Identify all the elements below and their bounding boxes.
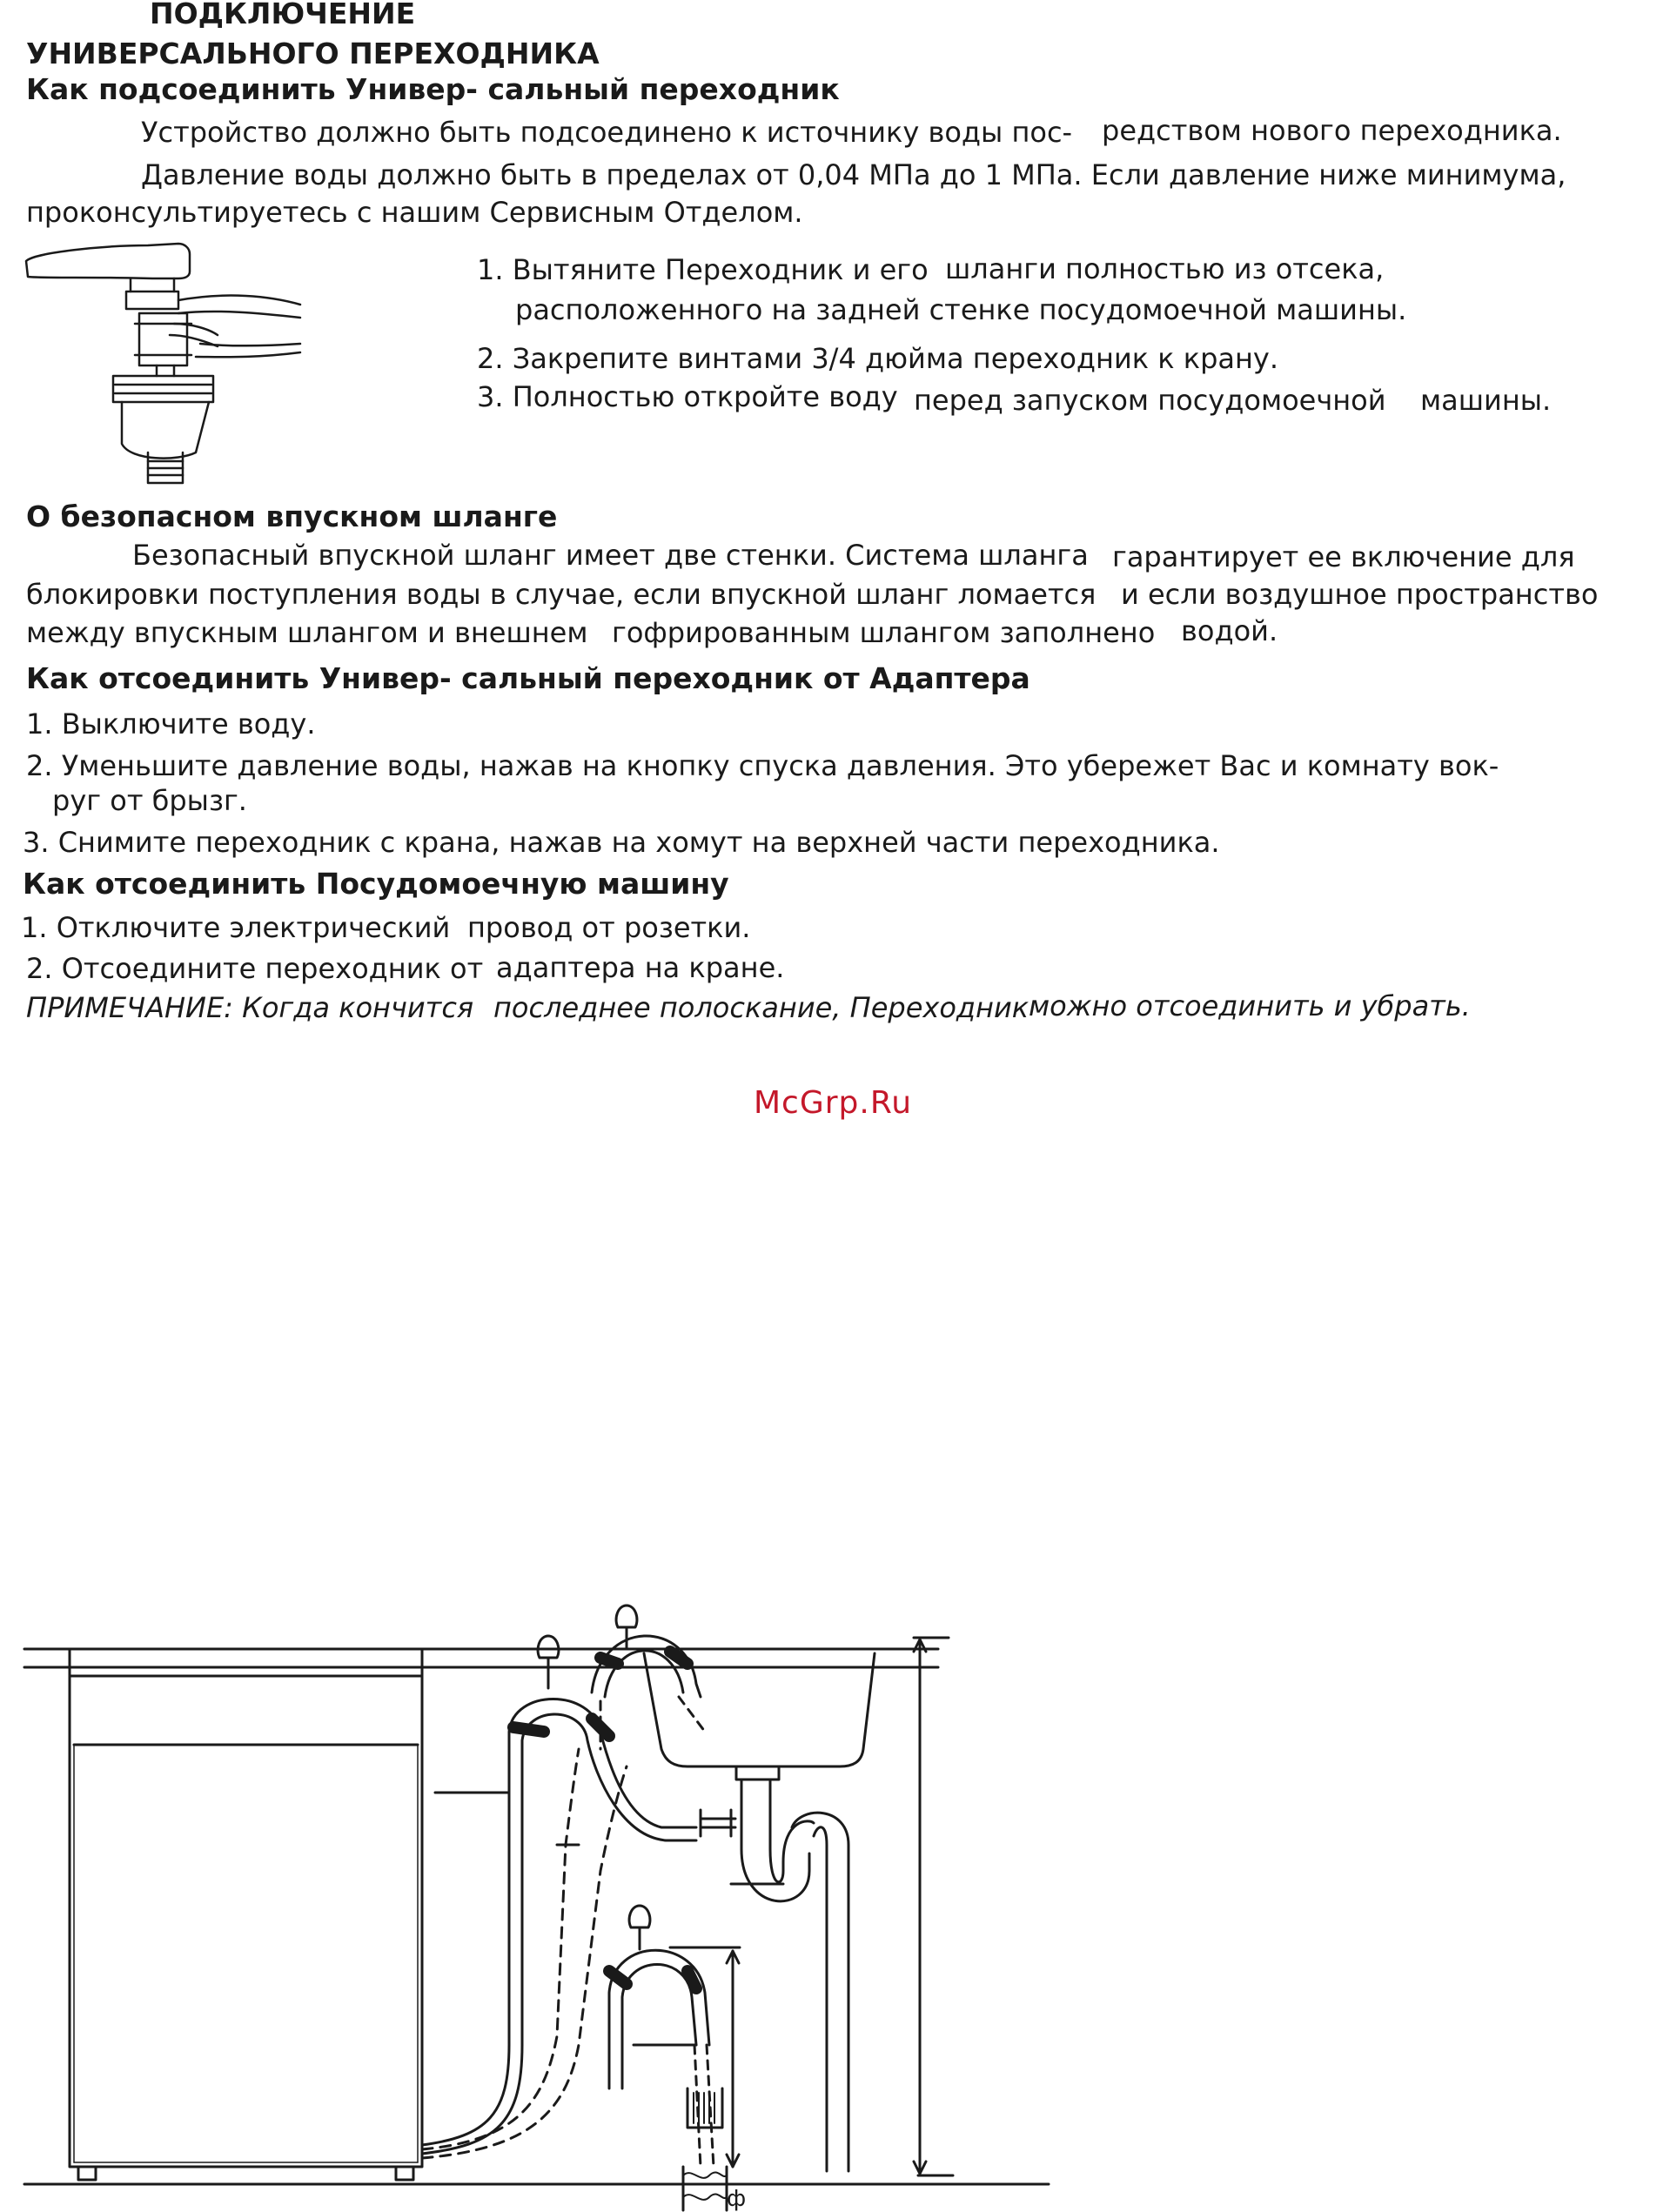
connect-step-3a: 3. Полностью откройте воду [477,380,898,413]
disconnect-machine-step-1a: 1. Отключите электрический [21,911,451,944]
connect-p1b: редством нового переходника. [1102,114,1562,147]
note-part-a: ПРИМЕЧАНИЕ: Когда кончится [26,991,474,1024]
connect-heading: Как подсоединить Универ- сальный переходник [26,72,840,106]
connect-p2b: проконсультируетесь с нашим Сервисным Отделом. [26,196,803,229]
hose-line-3a: между впускным шлангом и внешнем [26,616,588,649]
disconnect-machine-heading: Как отсоединить Посудомоечную машину [23,867,729,901]
disconnect-adapter-step-3: 3. Снимите переходник с крана, нажав на хомут на верхней части переходника. [23,826,1220,859]
connect-step-3c: машины. [1420,384,1552,417]
note-part-c: можно отсоединить и убрать. [1029,989,1471,1022]
disconnect-machine-step-2b: адаптера на кране. [496,951,785,984]
disconnect-adapter-step-2a: 2. Уменьшите давление воды, нажав на кнопку спуска давления. Это убережет Вас и комнату вок- [26,749,1499,782]
disconnect-machine-step-1b: провод от розетки. [467,911,751,944]
connect-step-1a: 1. Вытяните Переходник и его [477,253,929,286]
connect-step-1b: шланги полностью из отсека, [945,252,1385,285]
hose-line-2b: и если воздушное пространство [1121,578,1599,611]
connect-step-3b: перед запуском посудомоечной [914,384,1386,417]
watermark: McGrp.Ru [754,1085,913,1121]
title-line-1: ПОДКЛЮЧЕНИЕ [150,0,416,30]
hose-line-1a: Безопасный впускной шланг имеет две стенки. Система шланга [132,539,1089,572]
hose-line-3c: водой. [1181,614,1278,647]
title-line-2: УНИВЕРСАЛЬНОГО ПЕРЕХОДНИКА [26,37,600,70]
diameter-label: ф [727,2186,747,2212]
connect-p1a: Устройство должно быть подсоединено к источнику воды пос- [141,116,1073,149]
hose-heading: О безопасном впускном шланге [26,499,558,533]
connect-step-2: 2. Закрепите винтами 3/4 дюйма переходник к крану. [477,342,1279,375]
disconnect-adapter-step-2b: руг от брызг. [52,784,247,817]
connect-step-1c: расположенного на задней стенке посудомоечной машины. [515,293,1407,326]
note-part-b: последнее полоскание, Переходник [493,991,1029,1024]
hose-line-3b: гофрированным шлангом заполнено [612,616,1156,649]
disconnect-machine-step-2a: 2. Отсоедините переходник от [26,952,484,985]
disconnect-adapter-heading: Как отсоединить Универ- сальный переходник от Адаптера [26,661,1030,695]
hose-line-1b: гарантирует ее включение для [1112,540,1575,573]
connect-p2a: Давление воды должно быть в пределах от 0,04 МПа до 1 МПа. Если давление ниже минимума, [141,158,1566,191]
hose-line-2a: блокировки поступления воды в случае, если впускной шланг ломается [26,578,1097,611]
disconnect-adapter-step-1: 1. Выключите воду. [26,707,316,741]
